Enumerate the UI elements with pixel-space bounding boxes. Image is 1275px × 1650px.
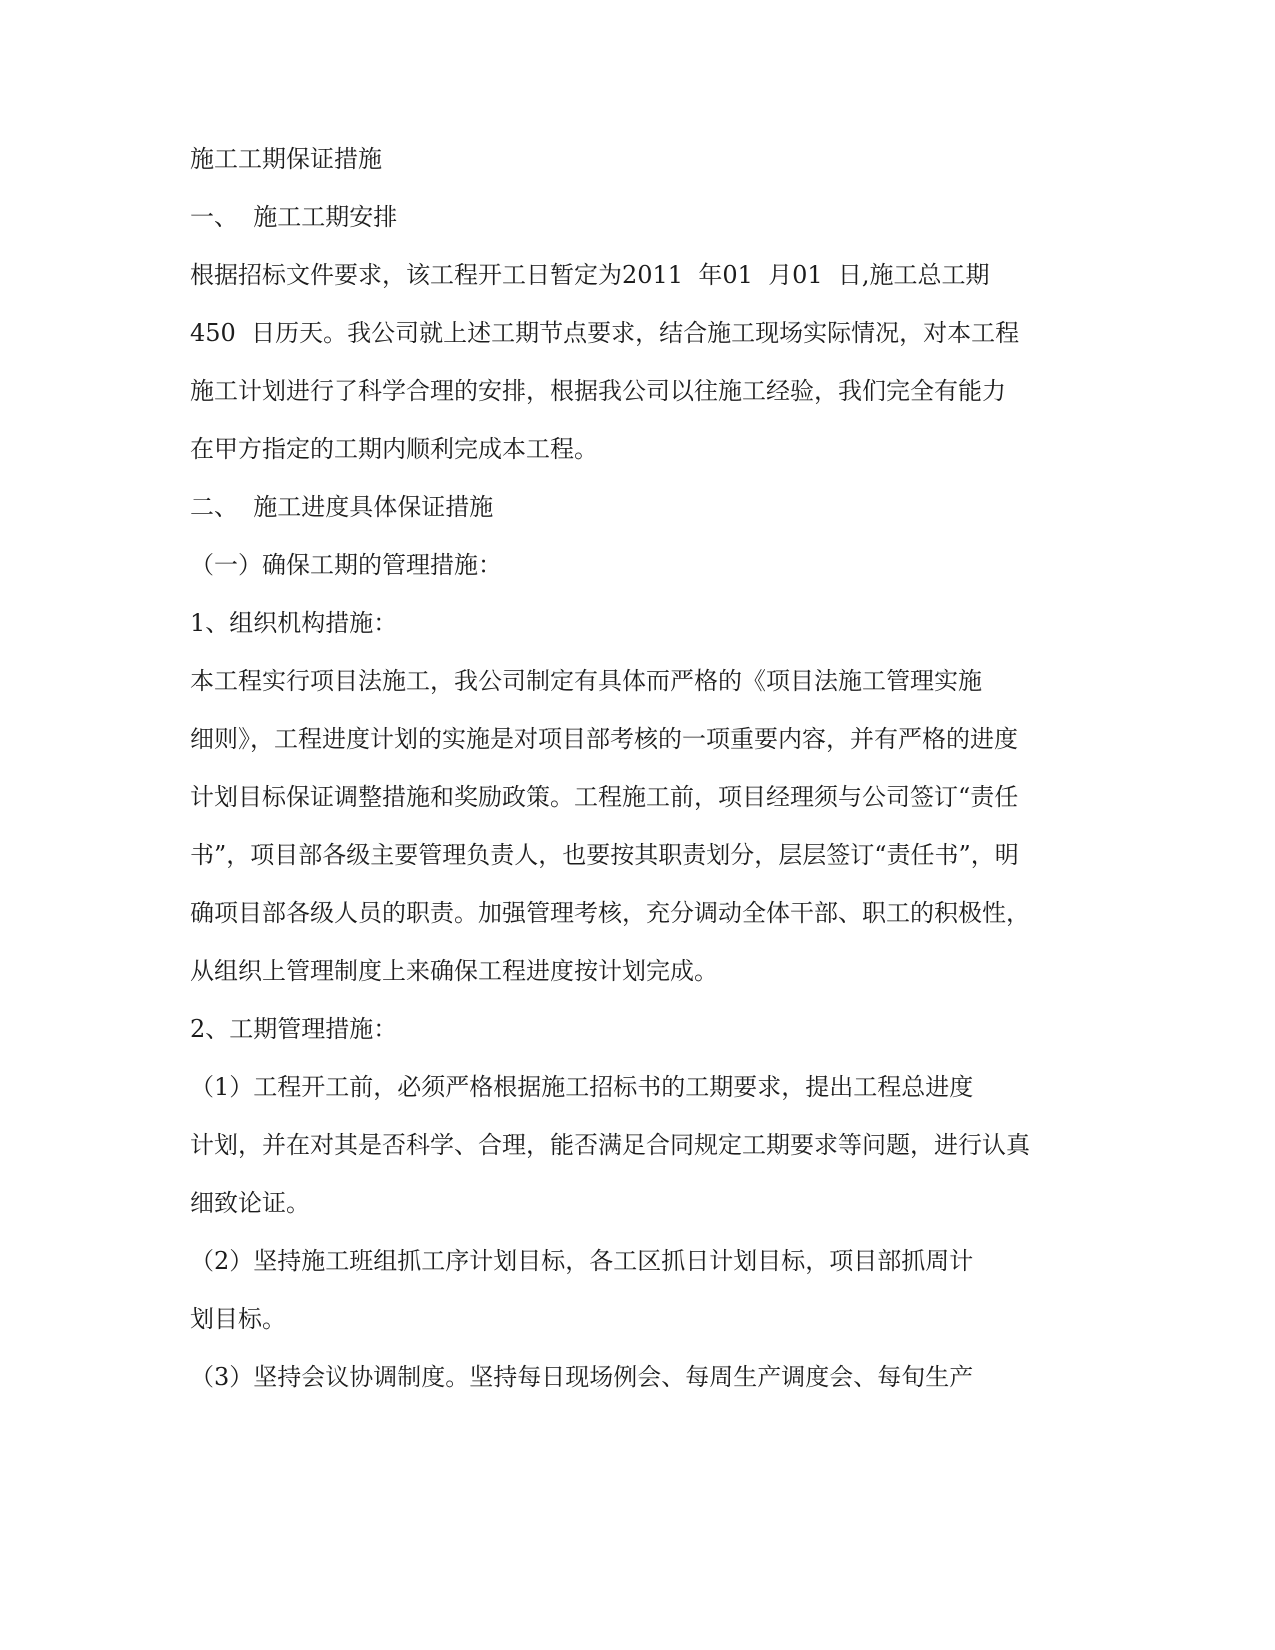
- section-heading-1: 一、 施工工期安排: [190, 203, 398, 231]
- subsection-heading: （一）确保工期的管理措施：: [190, 551, 502, 579]
- paragraph-line: （1）工程开工前，必须严格根据施工招标书的工期要求，提出工程总进度: [190, 1073, 974, 1101]
- paragraph-line: （3）坚持会议协调制度。坚持每日现场例会、每周生产调度会、每旬生产: [190, 1363, 974, 1391]
- item-heading-1: 1、组织机构措施：: [190, 609, 398, 637]
- paragraph-line: 施工计划进行了科学合理的安排，根据我公司以往施工经验，我们完全有能力: [190, 377, 1006, 405]
- paragraph-line: 细致论证。: [190, 1189, 310, 1217]
- paragraph-line: 细则》，工程进度计划的实施是对项目部考核的一项重要内容，并有严格的进度: [190, 725, 1018, 753]
- document-title: 施工工期保证措施: [190, 145, 382, 173]
- paragraph-line: 本工程实行项目法施工，我公司制定有具体而严格的《项目法施工管理实施: [190, 667, 982, 695]
- paragraph-line: 计划目标保证调整措施和奖励政策。工程施工前，项目经理须与公司签订“责任: [190, 783, 1019, 811]
- section-heading-2: 二、 施工进度具体保证措施: [190, 493, 494, 521]
- paragraph-line: 在甲方指定的工期内顺利完成本工程。: [190, 435, 598, 463]
- paragraph-line: 从组织上管理制度上来确保工程进度按计划完成。: [190, 957, 718, 985]
- paragraph-line: 划目标。: [190, 1305, 286, 1333]
- paragraph-line: 书”，项目部各级主要管理负责人，也要按其职责划分，层层签订“责任书”，明: [190, 841, 1019, 869]
- paragraph-line: 450 日历天。我公司就上述工期节点要求，结合施工现场实际情况，对本工程: [190, 319, 1020, 347]
- paragraph-line: 根据招标文件要求，该工程开工日暂定为2011 年01 月01 日,施工总工期: [190, 261, 990, 289]
- paragraph-line: （2）坚持施工班组抓工序计划目标，各工区抓日计划目标，项目部抓周计: [190, 1247, 974, 1275]
- item-heading-2: 2、工期管理措施：: [190, 1015, 398, 1043]
- paragraph-line: 确项目部各级人员的职责。加强管理考核，充分调动全体干部、职工的积极性，: [190, 899, 1030, 927]
- paragraph-line: 计划，并在对其是否科学、合理，能否满足合同规定工期要求等问题，进行认真: [190, 1131, 1030, 1159]
